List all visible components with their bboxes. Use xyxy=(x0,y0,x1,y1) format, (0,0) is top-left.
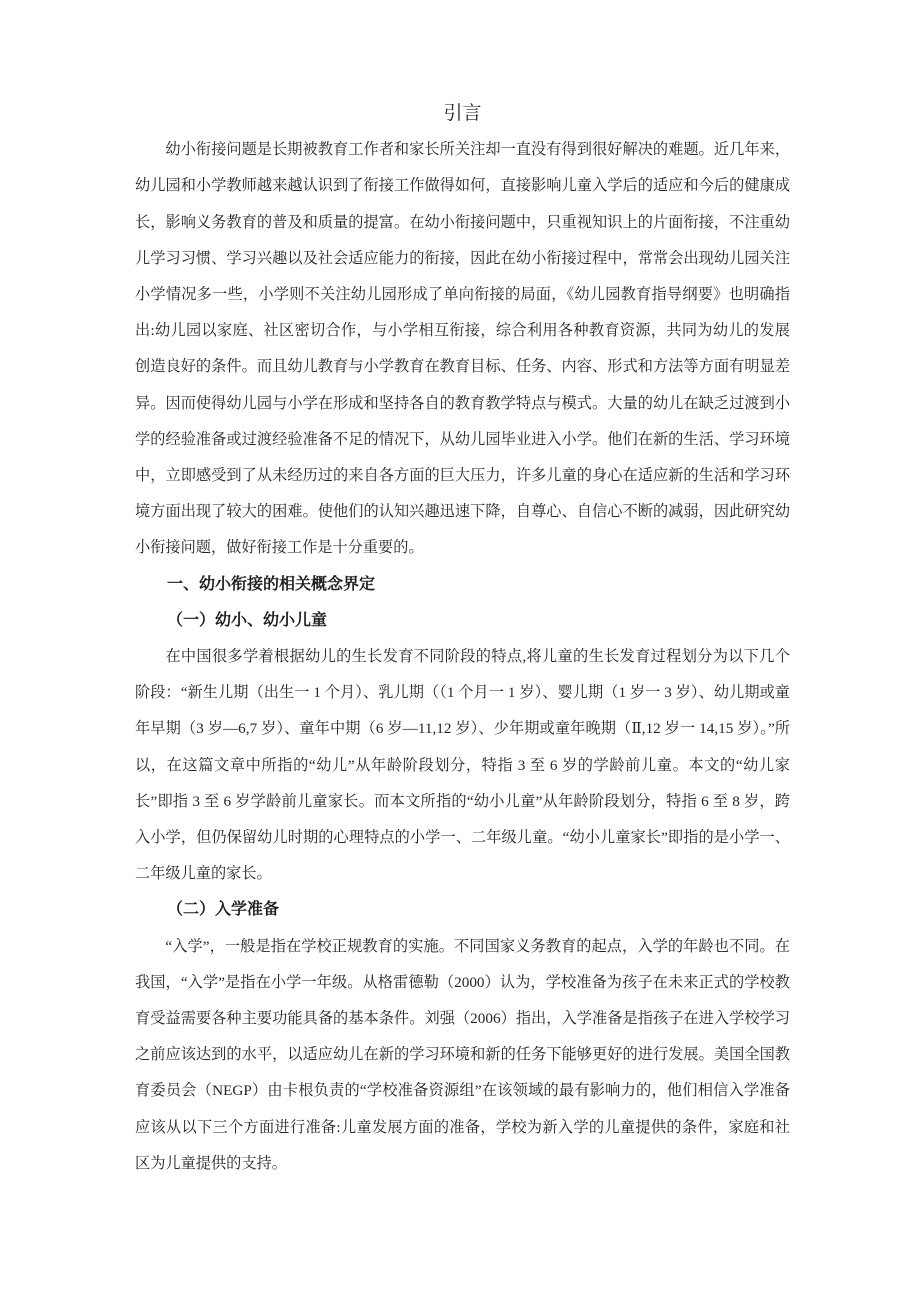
paragraph-school-readiness: “入学”，一般是指在学校正规教育的实施。不同国家义务教育的起点，入学的年龄也不同。在我国，“入学”是指在小学一年级。从格雷德勒（2000）认为，学校准备为孩子在未来正式的学校教育受益需要各种主要功能具备的基本条件。刘强（2006）指出，入学准备是指孩子在进入学校学习之前应该达到的水平，以适应幼儿在新的学习环境和新的任务下能够更好的进行发展。美国全国教育委员会（NEGP）由卡根负责的“学校准备资源组”在该领域的最有影响力的，他们相信入学准备应该从以下三个方面进行准备:儿童发展方面的准备，学校为新入学的儿童提供的条件，家庭和社区为儿童提供的支持。 xyxy=(135,937,790,1172)
paragraph-introduction: 幼小衔接问题是长期被教育工作者和家长所关注却一直没有得到很好解决的难题。近几年来，幼儿园和小学教师越来越认识到了衔接工作做得如何，直接影响儿童入学后的适应和今后的健康成长，影响义务教育的普及和质量的提富。在幼小衔接问题中，只重视知识上的片面衔接，不注重幼儿学习习惯、学习兴趣以及社会适应能力的衔接，因此在幼小衔接过程中，常常会出现幼儿园关注小学情况多一些，小学则不关注幼儿园形成了单向衔接的局面，《幼儿园教育指导纲要》也明确指出:幼儿园以家庭、社区密切合作，与小学相互衔接，综合利用各种教育资源，共同为幼儿的发展创造良好的条件。而且幼儿教育与小学教育在教育目标、任务、内容、形式和方法等方面有明显差异。因而使得幼儿园与小学在形成和坚持各自的教育教学特点与模式。大量的幼儿在缺乏过渡到小学的经验准备或过渡经验准备不足的情况下，从幼儿园毕业进入小学。他们在新的生活、学习环境中，立即感受到了从未经历过的来自各方面的巨大压力，许多儿童的身心在适应新的生活和学习环境方面出现了较大的困难。使他们的认知兴趣迅速下降，自尊心、自信心不断的减弱，因此研究幼小衔接问题，做好衔接工作是十分重要的。 xyxy=(135,141,790,557)
paragraph-child-development-stages: 在中国很多学着根据幼儿的生长发育不同阶段的特点,将儿童的生长发育过程划分为以下几个阶段：“新生儿期（出生一 1 个月）、乳儿期（（1 个月一 1 岁）、婴儿期（1 岁一 3 岁）、幼儿期或童年早期（3 岁—6,7 岁）、童年中期（6 岁—11,12 岁）、少年期或童年晚期（Ⅱ,12 岁一 14,15 岁）。”所以，在这篇文章中所指的“幼儿”从年龄阶段划分，特指 3 至 6 岁的学龄前儿童。本文的“幼儿家长”即指 3 至 6 岁学龄前儿童家长。而本文所指的“幼小儿童”从年龄阶段划分，特指 6 至 8 岁，跨入小学，但仍保留幼儿时期的心理特点的小学一、二年级儿童。“幼小儿童家长”即指的是小学一、二年级儿童的家长。 xyxy=(135,648,790,883)
heading-section-concept-definitions: 一、幼小衔接的相关概念界定 xyxy=(167,575,376,593)
document-title: 引言 xyxy=(443,103,482,124)
heading-sub-youxiao-children: （一）幼小、幼小儿童 xyxy=(167,611,328,629)
heading-sub-school-readiness: （二）入学准备 xyxy=(167,901,280,919)
